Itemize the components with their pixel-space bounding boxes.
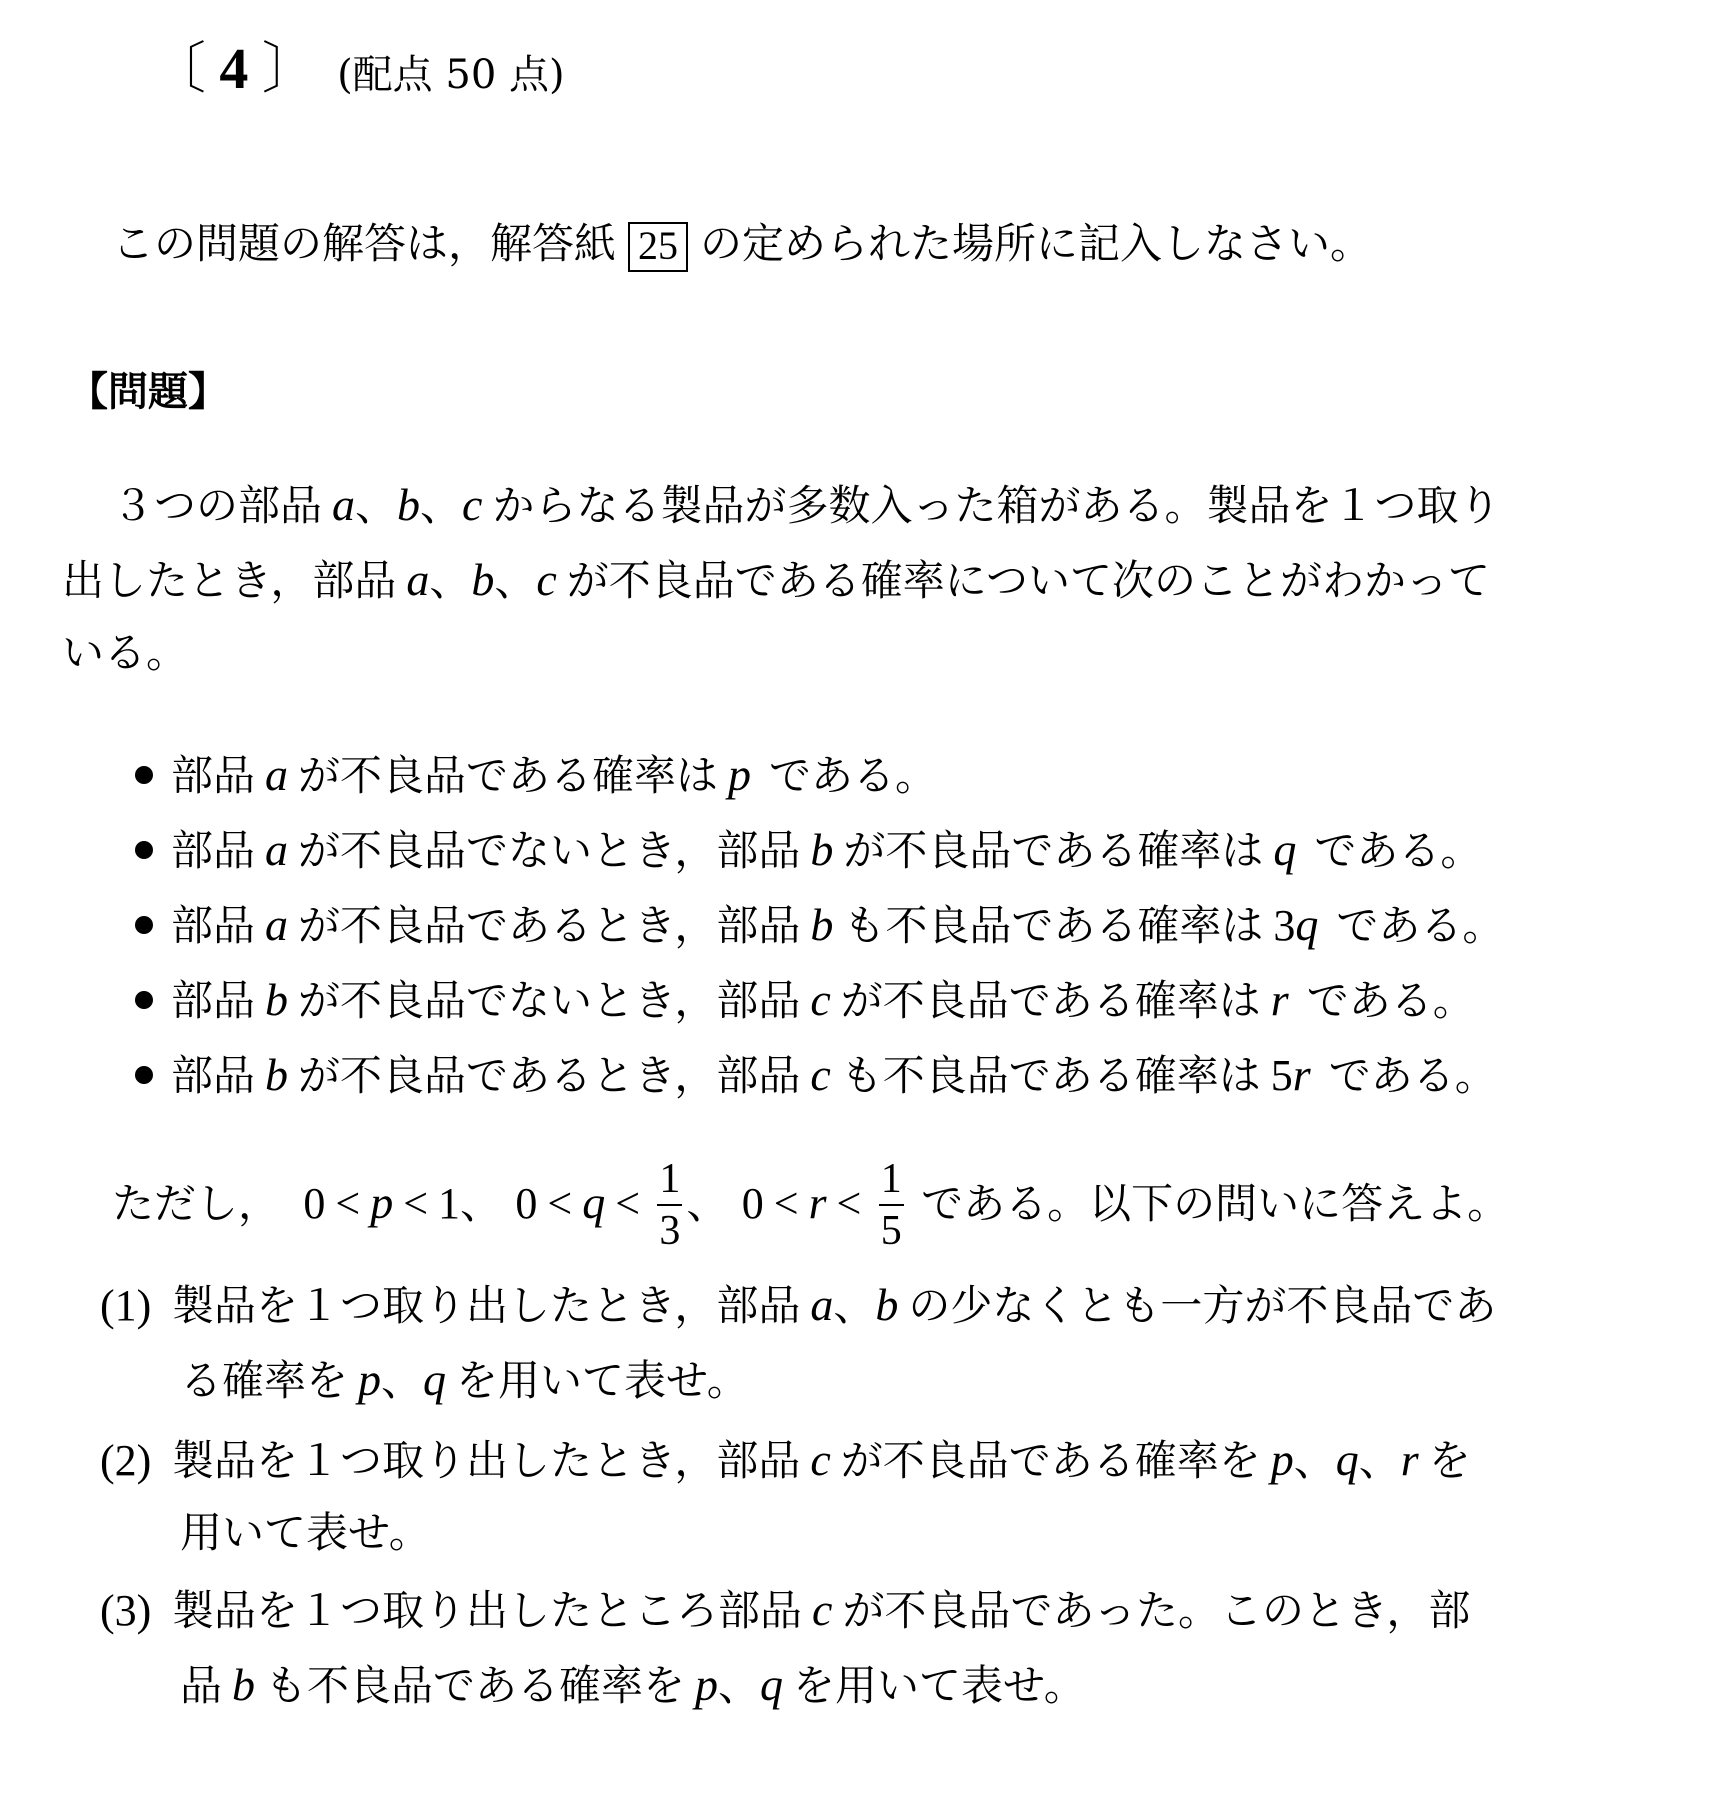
question-1-line-2 bbox=[180, 1354, 749, 1405]
less-than-symbol: < bbox=[836, 1179, 862, 1228]
var-c: c bbox=[810, 1049, 831, 1100]
separator: 、 bbox=[686, 1179, 729, 1228]
condition-item bbox=[135, 749, 938, 800]
separator: 、 bbox=[460, 1179, 503, 1228]
text: である。 bbox=[1306, 976, 1475, 1025]
coefficient: 5 bbox=[1270, 1051, 1293, 1100]
text: である。 bbox=[1328, 1051, 1497, 1100]
text: ただし， bbox=[112, 1179, 281, 1228]
text: である。 bbox=[1336, 901, 1505, 950]
text: 、 bbox=[833, 1281, 876, 1330]
intro-line-2 bbox=[62, 554, 1490, 605]
less-than-symbol: < bbox=[403, 1179, 429, 1228]
text: 製品を１つ取り出したとき，部品 bbox=[172, 1281, 801, 1330]
problem-number: 4 bbox=[219, 36, 249, 101]
var-a: a bbox=[332, 479, 356, 530]
section-heading: 【問題】 bbox=[68, 369, 228, 415]
var-b: b bbox=[232, 1659, 256, 1710]
text: 製品を１つ取り出したところ部品 bbox=[172, 1586, 803, 1635]
text: が不良品である確率は bbox=[843, 826, 1264, 875]
question-2-line-2: 用いて表せ。 bbox=[180, 1508, 431, 1557]
bullet-icon bbox=[135, 841, 153, 859]
constraint-line bbox=[112, 1148, 1509, 1258]
instruction-text-before: この問題の解答は，解答紙 bbox=[112, 219, 617, 268]
text: 部品 bbox=[171, 826, 256, 875]
var-r: r bbox=[1270, 974, 1289, 1025]
text: 部品 bbox=[171, 1051, 256, 1100]
text: が不良品である確率は bbox=[840, 976, 1261, 1025]
text: を用いて表せ。 bbox=[456, 1356, 749, 1405]
var-c: c bbox=[462, 479, 483, 530]
instruction-text-after: の定められた場所に記入しなさい。 bbox=[700, 219, 1373, 268]
text: 、 bbox=[1293, 1436, 1336, 1485]
var-q: q bbox=[582, 1177, 606, 1228]
text: も不良品である確率は bbox=[843, 901, 1264, 950]
intro-line-1 bbox=[112, 479, 1501, 530]
points-allocation: (配点 50 点) bbox=[337, 52, 565, 98]
header-bracket-open: 〔 bbox=[150, 39, 206, 101]
text: 部品 bbox=[171, 976, 256, 1025]
var-q: q bbox=[1295, 899, 1319, 950]
var-p: p bbox=[695, 1659, 719, 1710]
var-b: b bbox=[810, 899, 834, 950]
condition-item bbox=[135, 1049, 1497, 1100]
var-b: b bbox=[265, 974, 289, 1025]
text: 、 bbox=[381, 1356, 424, 1405]
var-b: b bbox=[471, 554, 495, 605]
var-p: p bbox=[1270, 1434, 1294, 1485]
fraction-one-third bbox=[657, 1158, 682, 1252]
var-b: b bbox=[265, 1049, 289, 1100]
question-1-line-1 bbox=[100, 1279, 1497, 1330]
text: 、 bbox=[420, 481, 463, 530]
var-a: a bbox=[406, 554, 430, 605]
bullet-icon bbox=[135, 916, 153, 934]
coefficient: 3 bbox=[1273, 901, 1296, 950]
question-2-line-1 bbox=[100, 1434, 1471, 1485]
bullet-icon bbox=[135, 1066, 153, 1084]
var-c: c bbox=[812, 1584, 833, 1635]
var-r: r bbox=[1292, 1049, 1311, 1100]
text: 製品を１つ取り出したとき，部品 bbox=[172, 1436, 801, 1485]
fraction-one-fifth bbox=[879, 1158, 904, 1252]
text: 、 bbox=[429, 556, 472, 605]
question-label: (2) bbox=[100, 1436, 152, 1485]
text: 、 bbox=[494, 556, 537, 605]
question-3-line-1 bbox=[100, 1584, 1471, 1635]
denominator: 5 bbox=[880, 1208, 902, 1254]
var-q: q bbox=[760, 1659, 784, 1710]
text: を用いて表せ。 bbox=[793, 1661, 1086, 1710]
text: 、 bbox=[718, 1661, 761, 1710]
var-a: a bbox=[810, 1279, 834, 1330]
text: が不良品であるとき，部品 bbox=[298, 901, 801, 950]
text: 部品 bbox=[171, 901, 256, 950]
text: 、 bbox=[355, 481, 398, 530]
numerator: 1 bbox=[879, 1158, 904, 1206]
text: 品 bbox=[180, 1661, 223, 1710]
var-b: b bbox=[810, 824, 834, 875]
text: である。 bbox=[769, 751, 938, 800]
number: 0 bbox=[741, 1179, 764, 1228]
text: 、 bbox=[1358, 1436, 1401, 1485]
text: からなる製品が多数入った箱がある。製品を１つ取り bbox=[492, 481, 1501, 530]
var-p: p bbox=[370, 1177, 394, 1228]
condition-item bbox=[135, 899, 1505, 950]
question-label: (1) bbox=[100, 1281, 152, 1330]
bullet-icon bbox=[135, 991, 153, 1009]
number: 0 bbox=[303, 1179, 326, 1228]
text: る確率を bbox=[180, 1356, 349, 1405]
text: が不良品であった。このとき，部 bbox=[842, 1586, 1471, 1635]
bullet-icon bbox=[135, 766, 153, 784]
var-a: a bbox=[265, 899, 289, 950]
text: の少なくとも一方が不良品であ bbox=[908, 1281, 1497, 1330]
instruction-line bbox=[112, 219, 1373, 272]
var-q: q bbox=[423, 1354, 447, 1405]
var-q: q bbox=[1273, 824, 1297, 875]
intro-line-3: いる。 bbox=[62, 628, 189, 677]
header-bracket-close: 〕 bbox=[261, 39, 318, 101]
condition-item bbox=[135, 824, 1483, 875]
text: 出したとき，部品 bbox=[62, 556, 397, 605]
text: が不良品でないとき，部品 bbox=[298, 826, 801, 875]
text: も不良品である確率は bbox=[840, 1051, 1261, 1100]
condition-item bbox=[135, 974, 1475, 1025]
answer-sheet-box-number: 25 bbox=[628, 222, 688, 272]
denominator: 3 bbox=[659, 1208, 681, 1254]
question-label: (3) bbox=[100, 1586, 152, 1635]
var-p: p bbox=[358, 1354, 382, 1405]
var-b: b bbox=[397, 479, 421, 530]
less-than-symbol: < bbox=[335, 1179, 361, 1228]
less-than-symbol: < bbox=[615, 1179, 641, 1228]
var-p: p bbox=[728, 749, 752, 800]
less-than-symbol: < bbox=[773, 1179, 799, 1228]
problem-header bbox=[150, 36, 565, 101]
var-r: r bbox=[1400, 1434, 1419, 1485]
var-c: c bbox=[810, 974, 831, 1025]
text: が不良品である確率を bbox=[840, 1436, 1261, 1485]
var-q: q bbox=[1335, 1434, 1359, 1485]
var-c: c bbox=[810, 1434, 831, 1485]
numerator: 1 bbox=[657, 1158, 682, 1206]
text: が不良品である確率について次のことがわかって bbox=[566, 556, 1490, 605]
number: 0 bbox=[515, 1179, 538, 1228]
var-a: a bbox=[265, 824, 289, 875]
text: が不良品であるとき，部品 bbox=[298, 1051, 801, 1100]
var-r: r bbox=[808, 1177, 827, 1228]
text: が不良品である確率は bbox=[298, 751, 719, 800]
text: を bbox=[1428, 1436, 1471, 1485]
var-b: b bbox=[875, 1279, 899, 1330]
less-than-symbol: < bbox=[547, 1179, 573, 1228]
var-a: a bbox=[265, 749, 289, 800]
number: 1 bbox=[438, 1179, 461, 1228]
text: ３つの部品 bbox=[112, 481, 323, 530]
text: である。 bbox=[1314, 826, 1483, 875]
text: 部品 bbox=[171, 751, 256, 800]
question-3-line-2 bbox=[180, 1659, 1086, 1710]
var-c: c bbox=[536, 554, 557, 605]
text: も不良品である確率を bbox=[265, 1661, 686, 1710]
text: が不良品でないとき，部品 bbox=[298, 976, 801, 1025]
text: である。以下の問いに答えよ。 bbox=[921, 1179, 1510, 1228]
